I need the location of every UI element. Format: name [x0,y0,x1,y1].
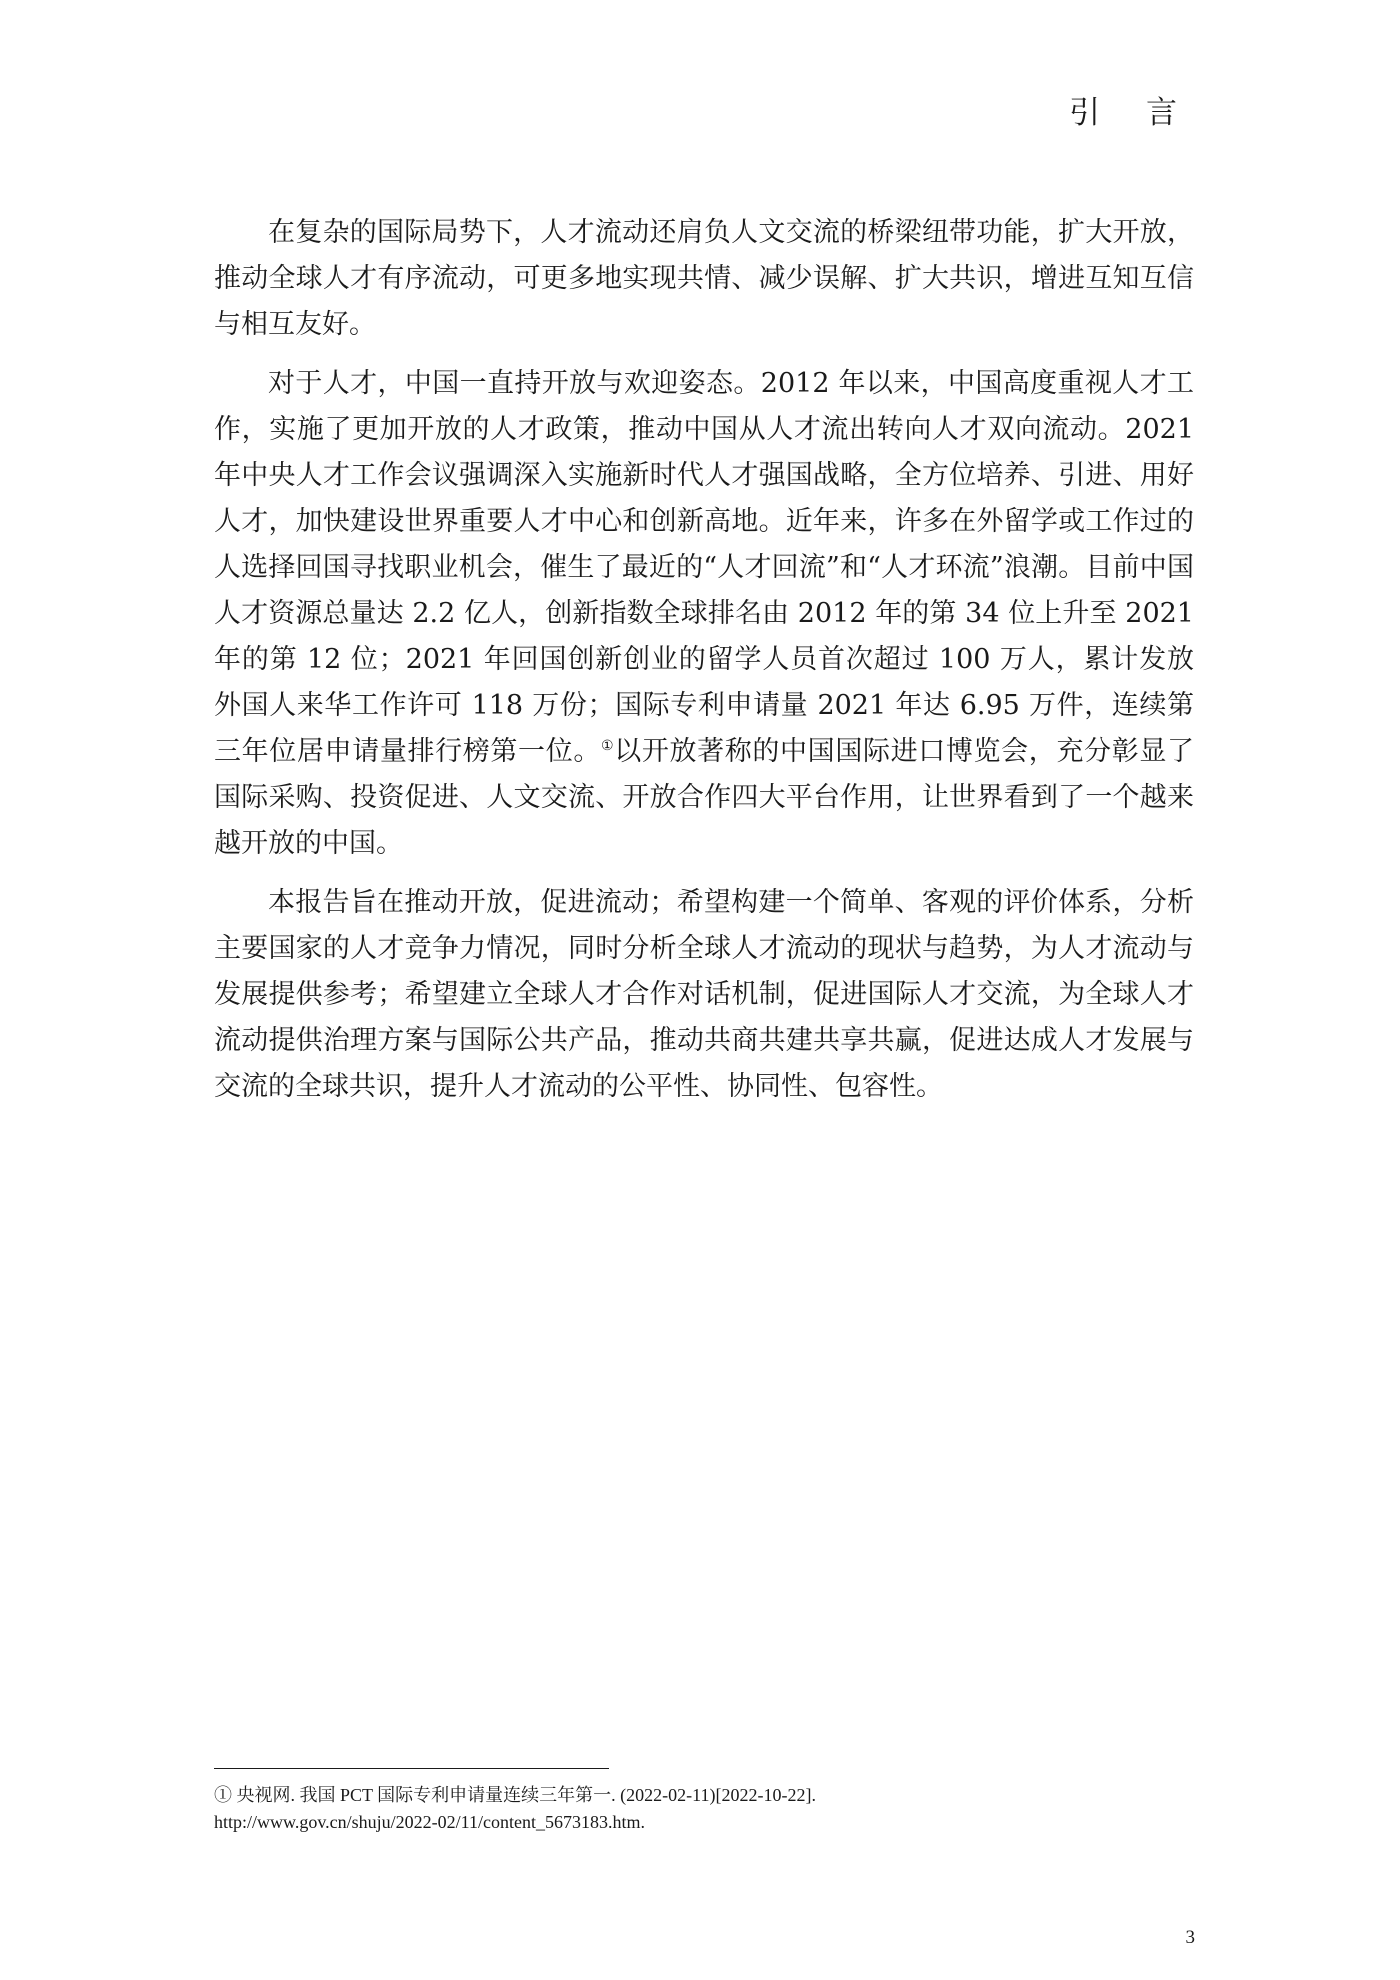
paragraph-1: 在复杂的国际局势下，人才流动还肩负人文交流的桥梁纽带功能，扩大开放，推动全球人才有序流动，可更多地实现共情、减少误解、扩大共识，增进互知互信与相互友好。 [214,217,1194,340]
paragraph-2-text: 对于人才，中国一直持开放与欢迎姿态。2012 年以来，中国高度重视人才工作，实施了更加开放的人才政策，推动中国从人才流出转向人才双向流动。2021 年中央人才工作会议强调深入实施新时代人才强国战略，全方位培养、引进、用好人才，加快建设世界重要人才中心和创新高地。近年来，许多在外留学或工作过的人选择回国寻找职业机会，催生了最近的“人才回流”和“人才环流”浪潮。目前中国人才资源总量达 2.2 亿人，创新指数全球排名由 2012 年的第 34 位上升至 2021 年的第 12 位；2021 年回国创新创业的留学人员首次超过 100 万人，累计发放外国人来华工作许可 118 万份；国际专利申请量 2021 年达 6.95 万件，连续第三年位居申请量排行榜第一位。 [214,368,1194,767]
document-body [214,210,1194,1123]
running-header: 引 言 [1069,95,1195,131]
footnote-divider [214,1768,609,1769]
footnote [214,1782,1194,1836]
paragraph-2 [214,361,1194,867]
footnote-reference[interactable]: ① [600,738,615,754]
paragraph-3: 本报告旨在推动开放，促进流动；希望构建一个简单、客观的评价体系，分析主要国家的人才竞争力情况，同时分析全球人才流动的现状与趋势，为人才流动与发展提供参考；希望建立全球人才合作对话机制，促进国际人才交流，为全球人才流动提供治理方案与国际公共产品，推动共商共建共享共赢，促进达成人才发展与交流的全球共识，提升人才流动的公平性、协同性、包容性。 [214,887,1194,1102]
paragraph-2-continuation: 以开放著称的中国国际进口博览会，充分彰显了国际采购、投资促进、人文交流、开放合作四大平台作用，让世界看到了一个越来越开放的中国。 [214,736,1195,859]
footnote-url[interactable]: http://www.gov.cn/shuju/2022-02/11/content_5673183.htm. [214,1812,645,1832]
footnote-citation: ① 央视网. 我国 PCT 国际专利申请量连续三年第一. (2022-02-11)[2022-10-22]. [214,1785,816,1805]
page-number: 3 [1185,1927,1195,1948]
